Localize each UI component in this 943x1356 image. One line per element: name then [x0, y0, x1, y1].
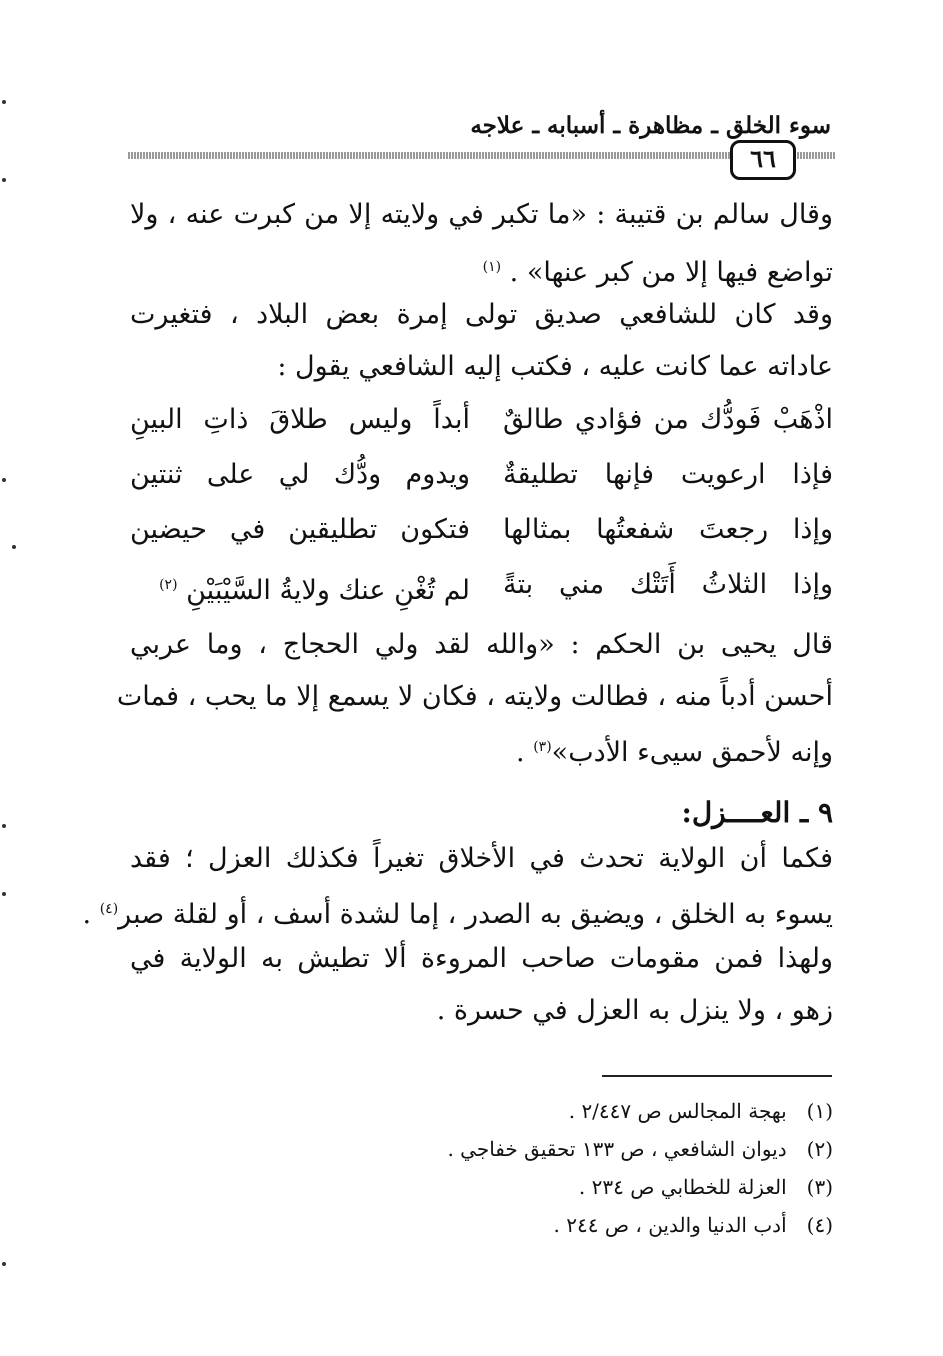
- scan-speck: [2, 478, 6, 482]
- body-line: [130, 724, 833, 770]
- footnote-text: بهجة المجالس ص ٢/٤٤٧ .: [568, 1099, 787, 1123]
- section-heading: ٩ ـ العــــزل:: [681, 796, 833, 829]
- footnote-ref: (٢): [159, 577, 178, 593]
- body-line: أحسن أدباً منه ، فطالت ولايته ، فكان لا يسمع إلا ما يحب ، فمات: [116, 681, 833, 712]
- header-rule: [128, 152, 831, 159]
- body-line: عاداته عما كانت عليه ، فكتب إليه الشافعي يقول :: [277, 351, 833, 382]
- body-line: [82, 886, 833, 932]
- verse-first-hemistich: وإذا رجعتَ شفعتُها بمثالها: [503, 514, 833, 545]
- body-text: تواضع فيها إلا من كبر عنها» .: [509, 257, 833, 288]
- footnote-number: (٣): [806, 1175, 833, 1199]
- footnote-separator: [602, 1075, 832, 1077]
- body-text: وإنه لأحمق سيىء الأدب»: [551, 737, 833, 768]
- verse-second-hemistich: [130, 562, 470, 608]
- body-text: .: [516, 737, 534, 768]
- scan-speck: [2, 1262, 6, 1266]
- footnote: [133, 1094, 833, 1128]
- body-line: ولهذا فمن مقومات صاحب المروءة ألا تطيش به الولاية في: [130, 943, 833, 974]
- scan-speck: [12, 545, 16, 549]
- footnote-ref: (٤): [99, 901, 119, 917]
- body-line: وقال سالم بن قتيبة : «ما تكبر في ولايته إلا من كبرت عنه ، ولا: [130, 199, 833, 230]
- scan-speck: [2, 178, 6, 182]
- body-line: زهو ، ولا ينزل به العزل في حسرة .: [436, 995, 833, 1026]
- verse-text: لم تُغْنِ عنك ولايةُ السَّيْبَيْنِ: [186, 575, 470, 606]
- body-text: يسوء به الخلق ، ويضيق به الصدر ، إما لشدة أسف ، أو لقلة صبر: [118, 899, 833, 930]
- footnote: [133, 1170, 833, 1204]
- verse-second-hemistich: ويدوم ودُّك لي على ثنتين: [130, 459, 470, 490]
- body-line: فكما أن الولاية تحدث في الأخلاق تغيراً فكذلك العزل ؛ فقد: [130, 843, 833, 874]
- footnote: [133, 1132, 833, 1166]
- verse-first-hemistich: فإذا ارعويت فإنها تطليقةٌ: [503, 459, 833, 490]
- footnote-text: العزلة للخطابي ص ٢٣٤ .: [578, 1175, 787, 1199]
- body-line: [130, 244, 833, 290]
- footnote-number: (١): [806, 1099, 833, 1123]
- body-text: .: [82, 899, 100, 930]
- footnote: [133, 1208, 833, 1242]
- verse-first-hemistich: وإذا الثلاثُ أَتَتْك مني بتةً: [503, 569, 833, 600]
- footnote-number: (٤): [806, 1213, 833, 1237]
- verse-first-hemistich: اذْهَبْ فَودُّك من فؤادي طالقٌ: [503, 404, 833, 435]
- header-rule-tail: [800, 152, 836, 159]
- footnote-number: (٢): [806, 1137, 833, 1161]
- page-number: ٦٦: [730, 140, 796, 180]
- scan-speck: [2, 100, 6, 104]
- footnote-ref: (١): [482, 259, 502, 275]
- footnote-text: ديوان الشافعي ، ص ١٣٣ تحقيق خفاجي .: [447, 1137, 787, 1161]
- footnote-ref: (٣): [533, 739, 552, 755]
- body-line: وقد كان للشافعي صديق تولى إمرة بعض البلاد ، فتغيرت: [130, 299, 833, 330]
- verse-second-hemistich: فتكون تطليقين في حيضين: [130, 514, 470, 545]
- running-title: سوء الخلق ـ مظاهرة ـ أسبابه ـ علاجه: [470, 112, 831, 139]
- footnote-text: أدب الدنيا والدين ، ص ٢٤٤ .: [553, 1213, 787, 1237]
- body-line: قال يحيى بن الحكم : «والله لقد ولي الحجاج ، وما عربي: [130, 629, 833, 660]
- verse-second-hemistich: أبداً وليس طلاقَ ذاتِ البينِ: [130, 404, 470, 435]
- scan-speck: [2, 892, 6, 896]
- scan-speck: [2, 824, 6, 828]
